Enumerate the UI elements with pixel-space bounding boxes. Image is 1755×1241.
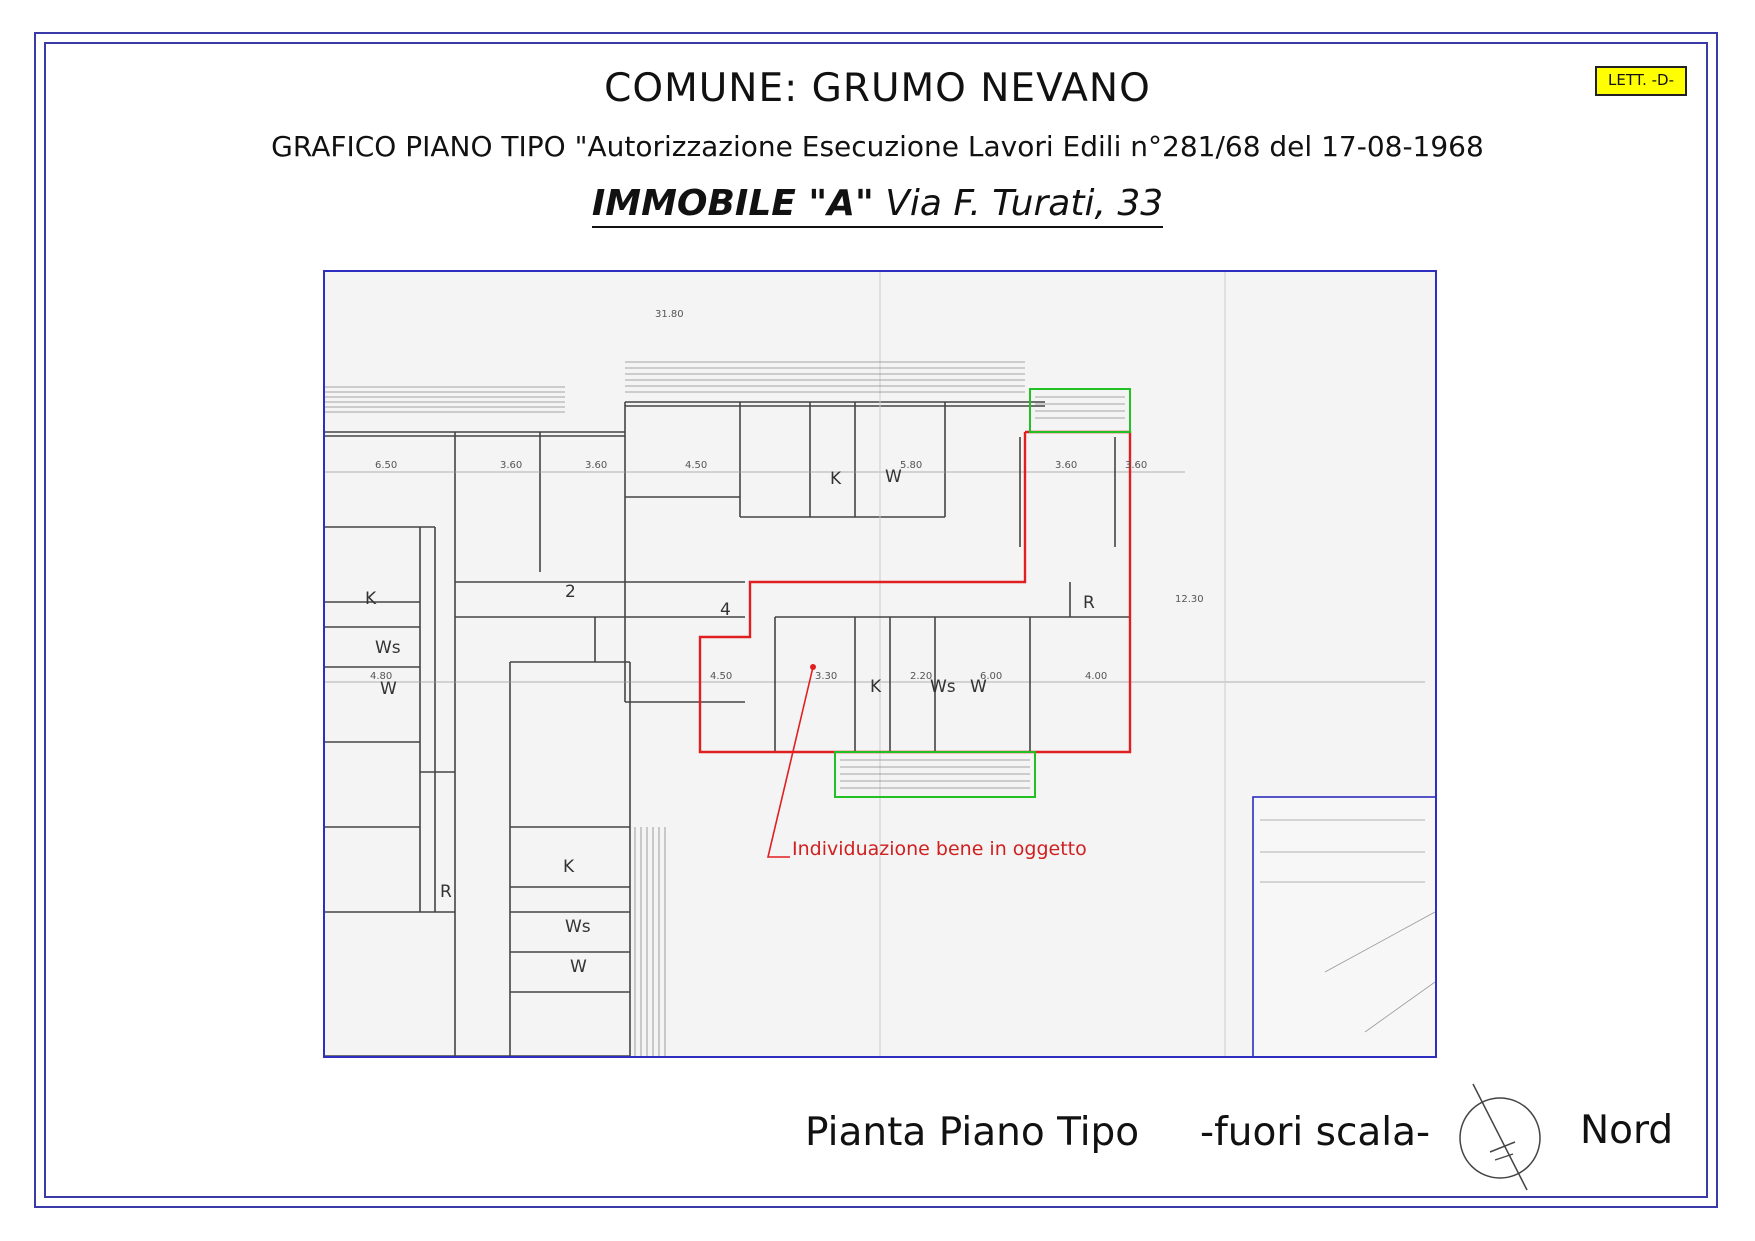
room-label-k4: K bbox=[563, 857, 575, 877]
page-title: COMUNE: GRUMO NEVANO bbox=[604, 66, 1151, 111]
dimension-9: 4.50 bbox=[710, 671, 733, 682]
dimension-6: 3.60 bbox=[1055, 460, 1078, 471]
room-label-k2: K bbox=[870, 677, 882, 697]
room-label-w3: W bbox=[380, 679, 397, 699]
building-title bbox=[0, 183, 1755, 224]
room-label-k1: K bbox=[830, 469, 842, 489]
north-arrow-icon bbox=[1455, 1082, 1545, 1192]
dimension-7: 3.60 bbox=[1125, 460, 1148, 471]
dimension-4: 4.50 bbox=[685, 460, 708, 471]
room-label-r2: R bbox=[440, 882, 452, 902]
balcony-north bbox=[1030, 389, 1130, 432]
dimension-12: 6.00 bbox=[980, 671, 1003, 682]
dimension-3: 3.60 bbox=[585, 460, 608, 471]
floor-plan bbox=[323, 270, 1437, 1058]
scale-caption: -fuori scala- bbox=[1200, 1110, 1431, 1155]
dimension-10: 3.30 bbox=[815, 671, 838, 682]
dimension-2: 3.60 bbox=[500, 460, 523, 471]
room-label-r1: R bbox=[1083, 593, 1095, 613]
page-subtitle: GRAFICO PIANO TIPO "Autorizzazione Esecuzione Lavori Edili n°281/68 del 17-08-1968 bbox=[271, 130, 1484, 163]
balcony-south bbox=[835, 752, 1035, 797]
room-label-4: 4 bbox=[720, 600, 731, 620]
room-label-k3: K bbox=[365, 589, 377, 609]
dimension-8: 4.80 bbox=[370, 671, 393, 682]
highlighted-unit-outline bbox=[700, 432, 1130, 752]
room-label-ws2: Ws bbox=[930, 677, 956, 697]
dimension-13: 4.00 bbox=[1085, 671, 1108, 682]
plan-annotation: Individuazione bene in oggetto bbox=[792, 838, 1087, 860]
dimension-total: 31.80 bbox=[655, 309, 684, 320]
room-label-2: 2 bbox=[565, 582, 576, 602]
floor-plan-drawing bbox=[325, 272, 1435, 1056]
room-label-ws3: Ws bbox=[375, 638, 401, 658]
room-label-w1: W bbox=[885, 467, 902, 487]
dimension-1: 6.50 bbox=[375, 460, 398, 471]
room-label-w2: W bbox=[970, 677, 987, 697]
dimension-5: 5.80 bbox=[900, 460, 923, 471]
room-label-w4: W bbox=[570, 957, 587, 977]
building-address: Via F. Turati, 33 bbox=[873, 183, 1164, 224]
building-name: IMMOBILE "A" bbox=[591, 183, 874, 224]
dimension-14: 12.30 bbox=[1175, 594, 1204, 605]
letter-tag: LETT. -D- bbox=[1595, 66, 1687, 96]
north-label: Nord bbox=[1580, 1108, 1674, 1153]
plan-caption: Pianta Piano Tipo bbox=[805, 1110, 1140, 1155]
dimension-11: 2.20 bbox=[910, 671, 933, 682]
room-label-ws4: Ws bbox=[565, 917, 591, 937]
